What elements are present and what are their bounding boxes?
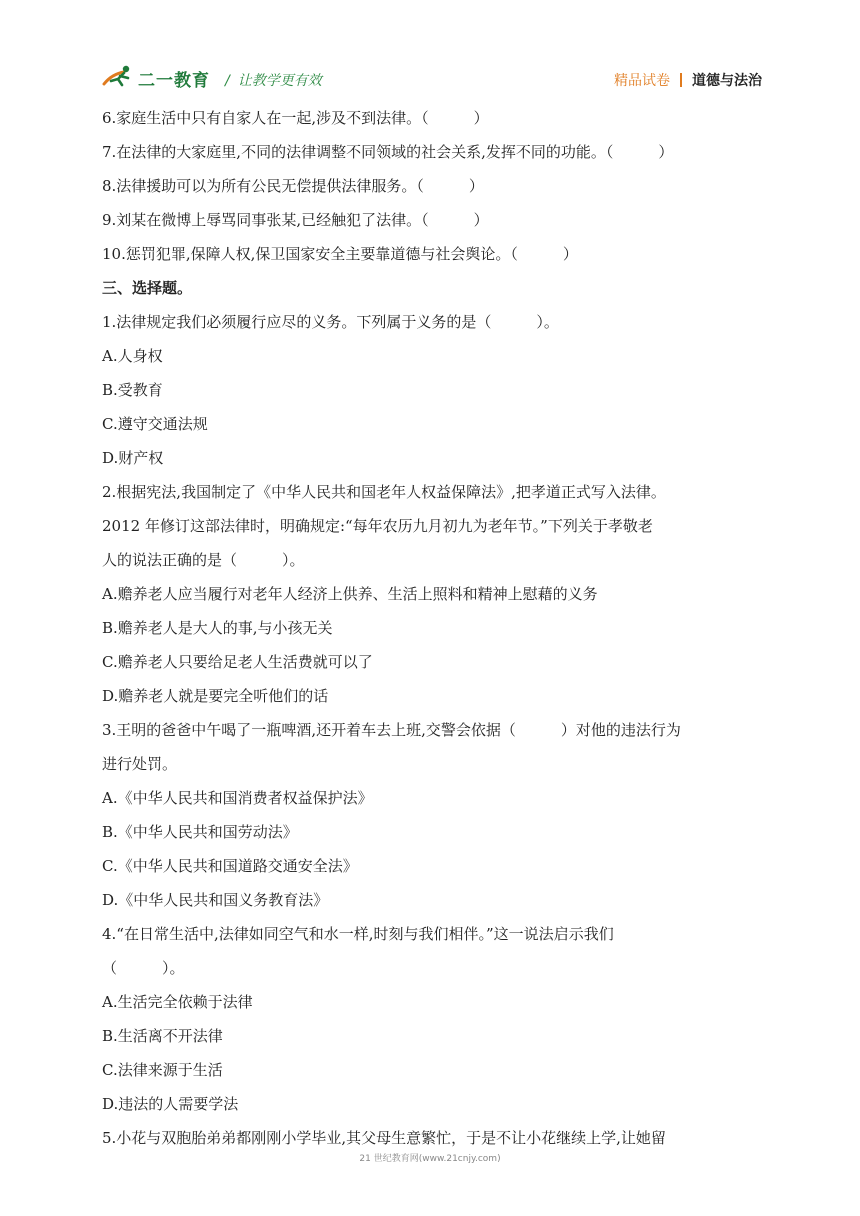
slogan (225, 70, 322, 90)
text-line: 2.根据宪法,我国制定了《中华人民共和国老年人权益保障法》,把孝道正式写入法律。 (102, 483, 666, 501)
text-line: A.人身权 (102, 347, 163, 365)
header-separator (680, 73, 682, 87)
text-line: A.生活完全依赖于法律 (102, 993, 253, 1011)
text-line: A.《中华人民共和国消费者权益保护法》 (102, 789, 373, 807)
text-line: C.赡养老人只要给足老人生活费就可以了 (102, 653, 373, 671)
page-footer: 21 世纪教育网(www.21cnjy.com) (359, 1154, 501, 1164)
text-line: 6.家庭生活中只有自家人在一起,涉及不到法律。（ ） (102, 109, 489, 127)
text-line: B.受教育 (102, 381, 163, 399)
text-line: C.遵守交通法规 (102, 415, 208, 433)
slogan-divider: / (225, 73, 230, 89)
text-line: D.《中华人民共和国义务教育法》 (102, 891, 329, 909)
text-line: 9.刘某在微博上辱骂同事张某,已经触犯了法律。（ ） (102, 211, 489, 229)
text-line: 4.“在日常生活中,法律如同空气和水一样,时刻与我们相伴。”这一说法启示我们 (102, 925, 614, 943)
text-line: C.《中华人民共和国道路交通安全法》 (102, 857, 358, 875)
runner-logo-icon (102, 64, 138, 88)
tag-premium: 精品试卷 (614, 73, 670, 89)
text-line: 人的说法正确的是（ ）。 (102, 551, 305, 569)
text-line: C.法律来源于生活 (102, 1061, 223, 1079)
text-line: B.《中华人民共和国劳动法》 (102, 823, 298, 841)
text-line: B.生活离不开法律 (102, 1027, 223, 1045)
tag-subject: 道德与法治 (692, 73, 762, 89)
text-line: 5.小花与双胞胎弟弟都刚刚小学毕业,其父母生意繁忙，于是不让小花继续上学,让她留 (102, 1129, 666, 1147)
text-line: 进行处罚。 (102, 755, 178, 773)
text-line: D.财产权 (102, 449, 164, 467)
header-tags (614, 70, 762, 90)
logo-text: 二一教育 (138, 71, 210, 91)
text-line: 8.法律援助可以为所有公民无偿提供法律服务。（ ） (102, 177, 484, 195)
text-line: 2012 年修订这部法律时，明确规定:“每年农历九月初九为老年节。”下列关于孝敬老 (102, 517, 653, 535)
slogan-text: 让教学更有效 (237, 73, 322, 89)
text-line: A.赡养老人应当履行对老年人经济上供养、生活上照料和精神上慰藉的义务 (102, 585, 598, 603)
text-line: （ ）。 (102, 959, 185, 977)
document-body (102, 101, 764, 1155)
text-line: 10.惩罚犯罪,保障人权,保卫国家安全主要靠道德与社会舆论。（ ） (102, 245, 578, 263)
logo (102, 64, 210, 91)
section-heading: 三、选择题。 (102, 279, 193, 297)
text-line: D.赡养老人就是要完全听他们的话 (102, 687, 329, 705)
text-line: B.赡养老人是大人的事,与小孩无关 (102, 619, 333, 637)
text-line: 3.王明的爸爸中午喝了一瓶啤酒,还开着车去上班,交警会依据（ ）对他的违法行为 (102, 721, 681, 739)
text-line: 7.在法律的大家庭里,不同的法律调整不同领域的社会关系,发挥不同的功能。（ ） (102, 143, 674, 161)
page-header (102, 56, 762, 96)
text-line: 1.法律规定我们必须履行应尽的义务。下列属于义务的是（ ）。 (102, 313, 559, 331)
text-line: D.违法的人需要学法 (102, 1095, 239, 1113)
